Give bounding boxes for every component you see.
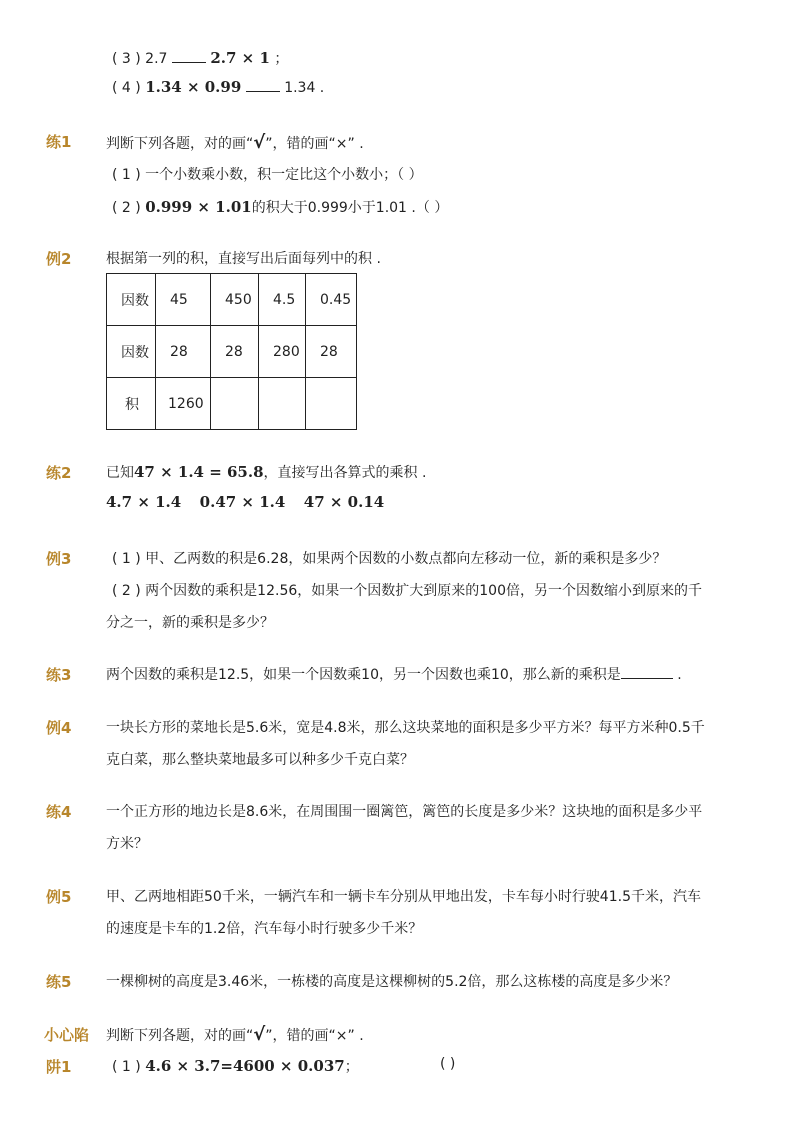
item-math: 4.6 × 3.7=4600 × 0.037: [145, 1057, 345, 1075]
fu1-item: [112, 1056, 359, 1076]
table-cell: 因数: [107, 326, 156, 378]
section-tag-li5: 例5: [46, 888, 72, 906]
answer-parentheses: ( ): [440, 1056, 456, 1072]
section-tag-li4: 例4: [46, 719, 72, 737]
item-prefix: ( 1 ): [112, 1059, 146, 1075]
lian4-line2: 方米？: [106, 836, 148, 852]
problem-suffix: .: [672, 667, 682, 683]
table-cell: 4.5: [259, 274, 306, 326]
table-cell: 45: [156, 274, 211, 326]
lian1-intro: [106, 132, 364, 153]
table-cell: 450: [211, 274, 259, 326]
lian1-item1: ( 1 ) 一个小数乘小数，积一定比这个小数小；（ ）: [112, 167, 423, 183]
line4-suffix: 1.34 .: [284, 80, 325, 96]
intro-text: 判断下列各题，对的画“: [106, 1028, 254, 1044]
intro-text: ”，错的画“×” .: [265, 1028, 364, 1044]
line4-prefix: ( 4 ): [112, 80, 146, 96]
table-cell: 积: [107, 378, 156, 430]
lian3-text: [106, 664, 682, 684]
li4-line2: 克白菜，那么整块菜地最多可以种多少千克白菜？: [106, 752, 414, 768]
section-tag-lian4: 练4: [46, 803, 72, 821]
table-row: [107, 378, 357, 430]
section-tag-lian2: 练2: [46, 464, 72, 482]
section-tag-lian1: 练1: [46, 133, 72, 151]
intro-text: 判断下列各题，对的画“: [106, 136, 254, 152]
item-prefix: ( 2 ): [112, 200, 146, 216]
table-row: [107, 326, 357, 378]
li4-line1: 一块长方形的菜地长是5.6米，宽是4.8米，那么这块菜地的面积是多少平方米？每平方米种0.5千: [106, 720, 705, 736]
expression: 0.47 × 1.4: [199, 493, 286, 511]
li5-line2: 的速度是卡车的1.2倍，汽车每小时行驶多少千米？: [106, 921, 423, 937]
table-cell: 1260: [156, 378, 211, 430]
problem-line-3: [112, 48, 288, 68]
intro-text: ”，错的画“×” .: [265, 136, 364, 152]
item-suffix: 的积大于0.999小于1.01 .（ ）: [251, 200, 449, 216]
section-tag-lian5: 练5: [46, 973, 72, 991]
xiaoxinxian-intro: [106, 1024, 364, 1045]
li5-line1: 甲、乙两地相距50千米，一辆汽车和一辆卡车分别从甲地出发，卡车每小时行驶41.5千米，汽车: [106, 889, 701, 905]
table-cell: 因数: [107, 274, 156, 326]
table-cell: 28: [306, 326, 357, 378]
lian4-line1: 一个正方形的地边长是8.6米，在周围围一圈篱笆，篱笆的长度是多少米？这块地的面积是多少平: [106, 804, 703, 820]
expression: 4.7 × 1.4: [106, 493, 182, 511]
intro-prefix: 已知: [106, 465, 134, 481]
li3-item2-line1: ( 2 ) 两个因数的乘积是12.56，如果一个因数扩大到原来的100倍，另一个因数缩小到原来的千: [112, 583, 702, 599]
table-cell: 28: [156, 326, 211, 378]
lian1-item2: [112, 197, 448, 217]
section-tag-xiaoxinxian: 小心陷: [44, 1026, 90, 1044]
answer-blank: [246, 79, 280, 92]
section-tag-li2: 例2: [46, 250, 72, 268]
li3-item2-line2: 分之一，新的乘积是多少？: [106, 615, 274, 631]
table-cell: [211, 378, 259, 430]
line3-math: 2.7 × 1: [210, 49, 270, 67]
table-cell: 0.45: [306, 274, 357, 326]
section-tag-lian3: 练3: [46, 666, 72, 684]
line3-prefix: ( 3 ) 2.7: [112, 51, 168, 67]
item-suffix: ；: [344, 1059, 359, 1075]
check-mark: √: [253, 132, 266, 153]
problem-line-4: [112, 78, 324, 96]
line3-suffix: ；: [274, 51, 289, 67]
table-cell: 280: [259, 326, 306, 378]
table-cell: 28: [211, 326, 259, 378]
problem-text: 两个因数的乘积是12.5，如果一个因数乘10，另一个因数也乘10，那么新的乘积是: [106, 667, 621, 683]
lian5-text: 一棵柳树的高度是3.46米，一栋楼的高度是这棵柳树的5.2倍，那么这栋楼的高度是多少米？: [106, 974, 678, 990]
section-tag-fu1: 阱1: [46, 1058, 72, 1076]
expression: 47 × 0.14: [303, 493, 385, 511]
li2-intro: 根据第一列的积，直接写出后面每列中的积 .: [106, 251, 381, 267]
lian2-intro: [106, 462, 426, 482]
li3-item1: ( 1 ) 甲、乙两数的积是6.28，如果两个因数的小数点都向左移动一位，新的乘积是多少？: [112, 551, 667, 567]
table-cell: [306, 378, 357, 430]
item-math: 0.999 × 1.01: [145, 198, 252, 216]
answer-blank: [172, 50, 206, 63]
line4-math: 1.34 × 0.99: [145, 78, 242, 96]
section-tag-li3: 例3: [46, 550, 72, 568]
answer-blank: [621, 666, 673, 679]
check-mark: √: [253, 1024, 266, 1045]
table-row: [107, 274, 357, 326]
intro-math: 47 × 1.4 = 65.8: [134, 463, 264, 481]
intro-suffix: ，直接写出各算式的乘积 .: [263, 465, 427, 481]
table-cell: [259, 378, 306, 430]
lian2-expressions: [106, 493, 384, 511]
product-table: [106, 273, 357, 430]
